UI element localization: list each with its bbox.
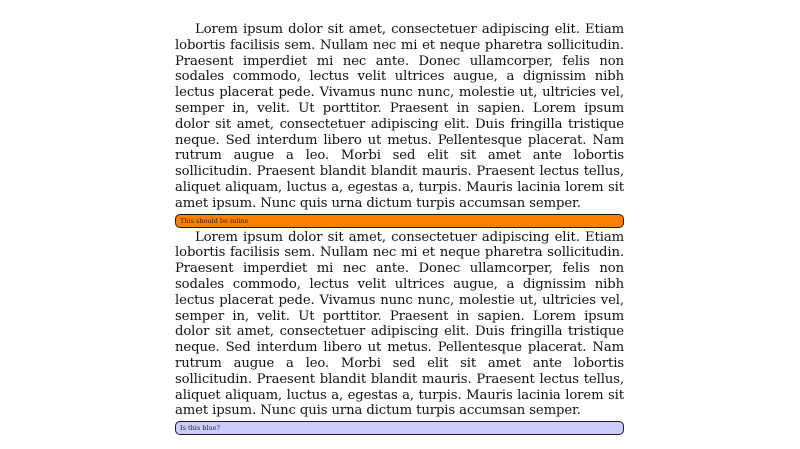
body-paragraph-2: Lorem ipsum dolor sit amet, consectetuer adipiscing elit. Etiam lobortis facilisis sem. Nullam nec mi et neque pharetra sollicitudin. Praesent imperdiet mi nec ante. Donec ullamcorper, felis non sodales commodo, lectus velit ultrices augue, a dignissim nibh lectus placerat pede. Vivamus nunc nunc, molestie ut, ultricies vel, semper in, velit. Ut porttitor. Praesent in sapien. Lorem ipsum dolor sit amet, consectetuer adipiscing elit. Duis fringilla tristique neque. Sed interdum libero ut metus. Pellentesque placerat. Nam rutrum augue a leo. Morbi sed elit sit amet ante lobortis sollicitudin. Praesent blandit blandit mauris. Praesent lectus tellus, aliquet aliquam, luctus a, egestas a, turpis. Mauris lacinia lorem sit amet ipsum. Nunc quis urna dictum turpis accumsan semper. <box>175 229 624 419</box>
inline-box-orange: This should be inline <box>175 214 624 228</box>
body-paragraph-1: Lorem ipsum dolor sit amet, consectetuer adipiscing elit. Etiam lobortis facilisis sem. Nullam nec mi et neque pharetra sollicitudin. Praesent imperdiet mi nec ante. Donec ullamcorper, felis non sodales commodo, lectus velit ultrices augue, a dignissim nibh lectus placerat pede. Vivamus nunc nunc, molestie ut, ultricies vel, semper in, velit. Ut porttitor. Praesent in sapien. Lorem ipsum dolor sit amet, consectetuer adipiscing elit. Duis fringilla tristique neque. Sed interdum libero ut metus. Pellentesque placerat. Nam rutrum augue a leo. Morbi sed elit sit amet ante lobortis sollicitudin. Praesent blandit blandit mauris. Praesent lectus tellus, aliquet aliquam, luctus a, egestas a, turpis. Mauris lacinia lorem sit amet ipsum. Nunc quis urna dictum turpis accumsan semper. <box>175 22 624 211</box>
document-page <box>175 22 624 435</box>
inline-box-blue: Is this blue? <box>175 421 624 435</box>
